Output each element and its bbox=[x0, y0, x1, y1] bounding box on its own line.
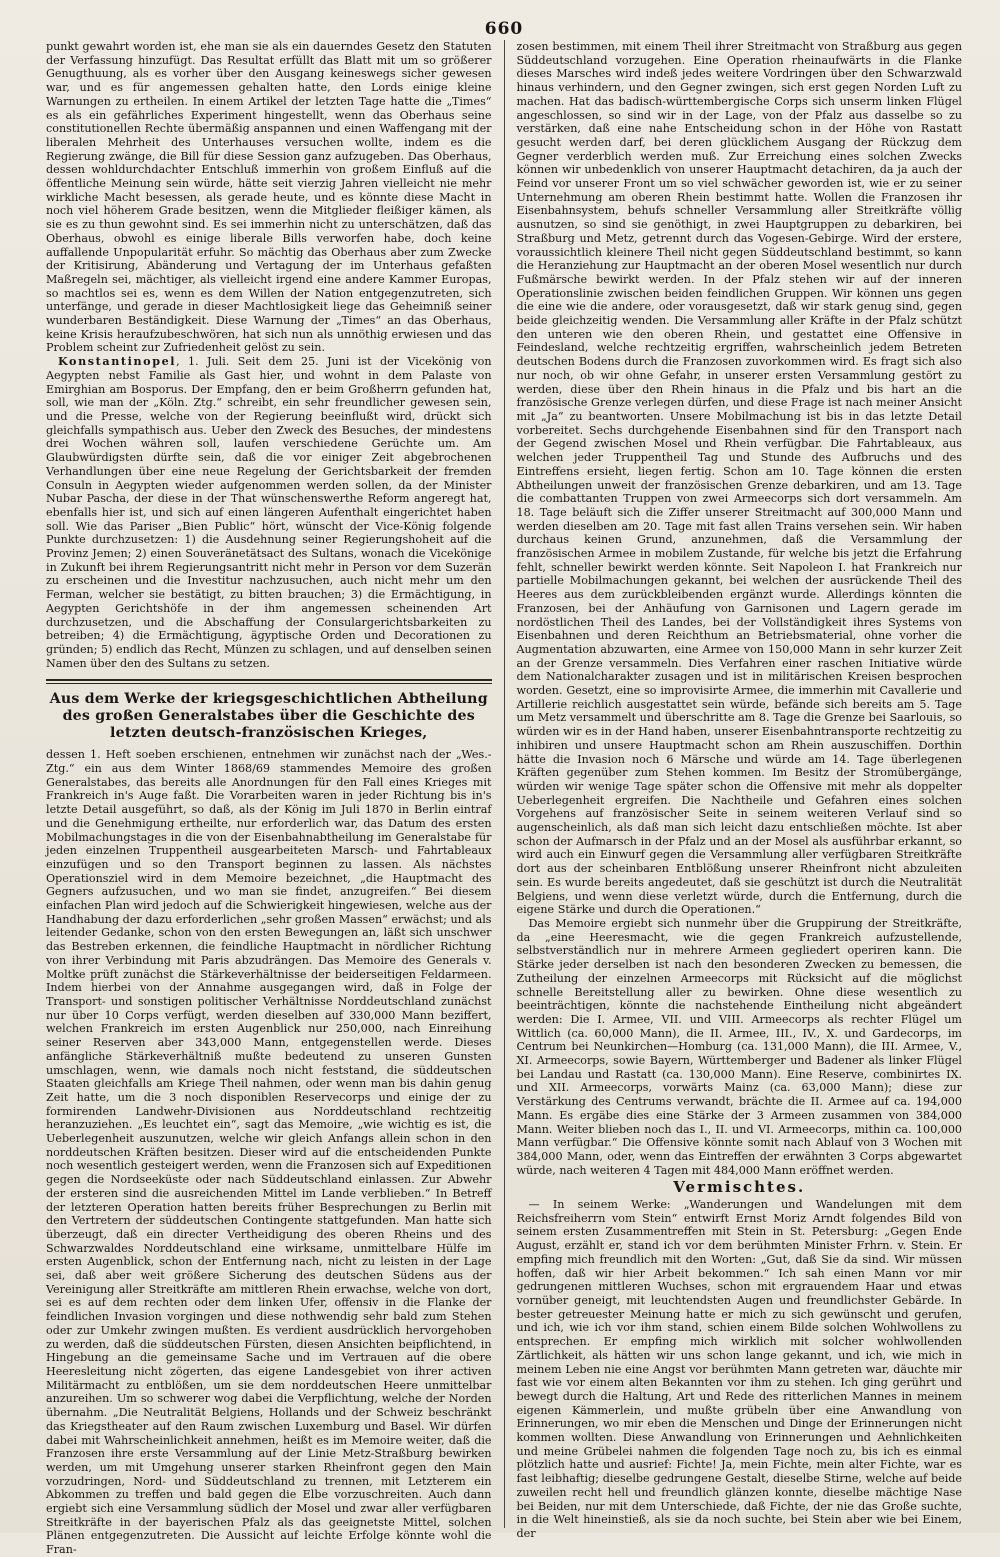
arndt-stein-paragraph: — In seinem Werke: „Wanderungen und Wandelungen mit dem Reichsfreiherrn vom Stein“ entwirft Ernst Moriz Arndt folgendes Bild von seinem ersten Zusammentreffen mit Stein in St. Petersburg: „Gegen Ende August, erzählt er, stand ich vor dem berühmten Minister Frhrn. v. Stein. Er empfing mich freundlich mit den Worten: „Gut, daß Sie da sind. Wir müssen hoffen, daß wir hier Arbeit bekommen.“ Ich sah einen Mann vor mir gedrungenen mittleren Wuchses, schon mit ergrauendem Haar und etwas vornüber geneigt, mit leuchtendsten Augen und freundlichster Gebärde. In bester getreuester Meinung hatte er mich zu sich gewünscht und gerufen, und ich, wie ich vor ihm stand, schien einem Bilde solchen Wohlwollens zu entsprechen. Er empfing mich wirklich mit solcher wohlwollenden Zärtlichkeit, als hätten wir uns schon lange gekannt, und ich, wie mich in meinem Leben nie eine Angst vor berühmten Mann getreten war, däuchte mir fast wie vor einem alten Bekannten vor ihm zu stehen. Ich ging gerührt und bewegt durch die Haltung, Art und Rede des ritterlichen Mannes in meinem eigenen Kämmerlein, und mußte grübeln über eine Anwandlung von Erinnerungen, wo mir eben die Menschen und Dinge der Erinnerungen nicht kommen wollten. Diese Anwandlung von Erinnerungen und Aehnlichkeiten und meine Grübelei nahmen die folgenden Tage noch zu, bis ich es einmal plötzlich hatte und ausrief: Fichte! Ja, mein Fichte, mein alter Fichte, war es fast leibhaftig; dieselbe gedrungene Gestalt, dieselbe Stirne, welche auf beide zuweilen recht hell und freundlich glänzen konnte, dieselbe mächtige Nase bei Beiden, nur mit dem Unterschiede, daß Fichte, der nie das Große suchte, in die Welt hineinstieß, als sie da noch suchte, bei Stein aber wie bei Einem, der bbox=[516, 1198, 962, 1540]
article-times-paragraph: punkt gewahrt worden ist, ehe man sie als ein dauerndes Gesetz den Statuten der Verfassung hinzufügt. Das Resultat erfüllt das Blatt mit um so größerer Genugthuung, als es vorher über den Ausgang keineswegs sicher gewesen war, und es für angemessen gehalten hatte, den Lords einige kleine Warnungen zu ertheilen. In einem Artikel der letzten Tage hatte die „Times“ es als ein gefährliches Experiment hingestellt, wenn das Oberhaus seine constitutionellen Rechte übermäßig anspannen und einen Waffengang mit der liberalen Mehrheit des Unterhauses versuchen wollte, indem es die Regierung zwänge, die Bill für diese Session ganz aufzugeben. Das Oberhaus, dessen wohldurchdachter Entschluß immerhin von großem Einfluß auf die öffentliche Meinung sein würde, hätte seit vierzig Jahren vielleicht nie mehr wirkliche Macht besessen, als gerade heute, und es könnte diese Macht in noch viel höherem Grade besitzen, wenn die Mitglieder fleißiger kämen, als sie es zu thun gewohnt sind. Es sei immerhin nicht zu unterschätzen, daß das Oberhaus, obwohl es einige liberale Bills verworfen habe, doch keine auffallende Unpopularität erfuhr. So mächtig das Oberhaus aber zum Zwecke der Kritisirung, Abänderung und Vertagung der im Unterhaus gefaßten Maßregeln sei, mächtiger, als vielleicht irgend eine andere Kammer Europas, so machtlos sei es, wenn es dem Willen der Nation entgegenzutreten, sich unterfänge, und gerade in dieser Machtlosigkeit liege das Geheimniß seiner wunderbaren Beständigkeit. Diese Warnung der „Times“ an das Oberhaus, keine Krisis heraufzubeschwören, hat sich nun als unnöthig erwiesen und das Problem scheint zur Zufriedenheit gelöst zu sein. bbox=[46, 40, 492, 355]
dateline-place: Konstantinopel bbox=[58, 355, 177, 369]
page-number: 660 bbox=[484, 19, 524, 39]
generalstab-headline: Aus dem Werke der kriegsgeschichtlichen Abtheilung des großen Generalstabes über die Geschichte des letzten deutsch-französischen Krieges, bbox=[49, 691, 488, 742]
generalstab-grouping-paragraph: Das Memoire ergiebt sich nunmehr über die Gruppirung der Streitkräfte, da „eine Heeresmacht, wie die gegen Frankreich aufzustellende, selbstverständlich nur in mehrere Armeen gegliedert operiren kann. Die Stärke jeder derselben ist nach den besonderen Zwecken zu bemessen, die Zutheilung der einzelnen Armeecorps mit Rücksicht auf die möglichst schnelle Bereitstellung aller zu bewirken. Ohne diese wesentlich zu beeinträchtigen, könnte die nachstehende Eintheilung nicht abgeändert werden: Die I. Armee, VII. und VIII. Armeecorps als rechter Flügel um Wittlich (ca. 60,000 Mann), die II. Armee, III., IV., X. und Gardecorps, im Centrum bei Neunkirchen—Homburg (ca. 131,000 Mann), die III. Armee, V., XI. Armeecorps, sowie Bayern, Württemberger und Badener als linker Flügel bei Landau und Rastatt (ca. 130,000 Mann). Eine Reserve, combinirtes IX. und XII. Armeecorps, vorwärts Mainz (ca. 63,000 Mann); diese zur Verstärkung des Centrums verwandt, brächte die II. Armee auf ca. 194,000 Mann. Es ergäbe dies eine Stärke der 3 Armeen zusammen von 384,000 Mann. Weiter blieben noch das I., II. und VI. Armeecorps, mithin ca. 100,000 Mann verfügbar.“ Die Offensive könnte somit nach Ablauf von 3 Wochen mit 384,000 Mann, oder, wenn das Eintreffen der erwähnten 3 Corps abgewartet würde, nach weiteren 4 Tagen mit 484,000 Mann eröffnet werden. bbox=[516, 917, 962, 1177]
dateline-date: , 1. Juli. bbox=[176, 355, 230, 369]
left-column bbox=[46, 40, 504, 1557]
section-divider bbox=[46, 679, 492, 684]
right-column bbox=[504, 40, 963, 1540]
article-konstantinopel bbox=[46, 355, 492, 670]
generalstab-paragraph: dessen 1. Heft soeben erschienen, entnehmen wir zunächst nach der „Wes.-Ztg.“ ein aus dem Winter 1868/69 stammendes Memoire des großen Generalstabes, das bereits alle Anordnungen für den Fall eines Krieges mit Frankreich in's Auge faßt. Die Vorarbeiten waren in jeder Richtung bis in's letzte Detail ausgeführt, so daß, als der König im Juli 1870 in Berlin eintraf und die Genehmigung ertheilte, nur erforderlich war, das Datum des ersten Mobilmachungstages in die von der Eisenbahnabtheilung im Generalstabe für jeden einzelnen Truppentheil ausgearbeiteten Marsch- und Fahrtableaux einzufügen und so den Transport beginnen zu lassen. Als nächstes Operationsziel wird in dem Memoire bezeichnet, „die Hauptmacht des Gegners aufzusuchen, und wo man sie findet, anzugreifen.“ Bei diesem einfachen Plan wird jedoch auf die Schwierigkeit hingewiesen, welche aus der Handhabung der dazu erforderlichen „sehr großen Massen“ erwächst; und als leitender Gedanke, schon von den ersten Bewegungen an, läßt sich unschwer das Bestreben erkennen, die feindliche Hauptmacht in nördlicher Richtung von ihrer Verbindung mit Paris abzudrängen. Das Memoire des Generals v. Moltke prüft zunächst die Stärkeverhältnisse der beiderseitigen Feldarmeen. Indem hierbei von der Annahme ausgegangen wird, daß in Folge der Transport- und sonstigen politischer Verhältnisse Norddeutschland zunächst nur über 10 Corps verfügt, werden dieselben auf 330,000 Mann beziffert, welchen Frankreich im ersten Augenblick nur 250,000, nach Einreihung seiner Reserven aber 343,000 Mann, entgegenstellen werde. Dieses anfängliche Stärkeverhältniß mußte bedeutend zu unseren Gunsten umschlagen, wenn, wie damals noch nicht feststand, die süddeutschen Staaten gleichfalls am Kriege Theil nahmen, oder wenn man bis dahin genug Zeit hatte, um die 3 noch disponiblen Reservecorps und einige der zu formirenden Landwehr-Divisionen aus Norddeutschland rechtzeitig heranzuziehen. „Es leuchtet ein“, sagt das Memoire, „wie wichtig es ist, die Ueberlegenheit auszunutzen, welche wir gleich Anfangs allein schon in den norddeutschen Kräften besitzen. Dieser wird auf die entscheidenden Punkte noch wesentlich gesteigert werden, wenn die Franzosen sich auf Expeditionen gegen die Nordseeküste oder nach Süddeutschland einlassen. Zur Abwehr der ersteren sind die ausreichenden Mittel im Lande verblieben.“ In Betreff der letzteren Operation hatten bereits früher Besprechungen zu Berlin mit den Vertretern der süddeutschen Contingente stattgefunden. Man hatte sich überzeugt, daß ein directer Vertheidigung des oberen Rheins und des Schwarzwaldes Norddeutschland eine wirksame, unmittelbare Hülfe im ersten Augenblick, schon der Entfernung nach, nicht zu leisten in der Lage sei, daß aber weit größere Sicherung des deutschen Südens aus der Vereinigung aller Streitkräfte am mittleren Rhein erwachse, welche von dort, sei es auf dem rechten oder dem linken Ufer, offensiv in die Flanke der feindlichen Invasion vorgingen und diese nothwendig sehr bald zum Stehen oder zur Umkehr zwingen mußten. Es verdient ausdrücklich hervorgehoben zu werden, daß die süddeutschen Fürsten, diesen Ansichten beipflichtend, in Hingebung an die gemeinsame Sache und im Vertrauen auf die obere Heeresleitung nicht zögerten, das eigene Landesgebiet von ihrer activen Militärmacht zu entblößen, um sie dem norddeutschen Heere unmittelbar anzureihen. Um so schwerer wog dabei die Verpflichtung, welche der Norden übernahm. „Die Neutralität Belgiens, Hollands und der Schweiz beschränkt das Kriegstheater auf den Raum zwischen Luxemburg und Basel. Wir dürfen dabei mit Wahrscheinlichkeit annehmen, heißt es im Memoire weiter, daß die Franzosen ihre erste Versammlung auf der Linie Metz-Straßburg bewirken werden, um mit Umgehung unserer starken Rheinfront gegen den Main vorzudringen, Nord- und Süddeutschland zu trennen, mit Letzterem ein Abkommen zu treffen und bald gegen die Elbe vorzuschreiten. Auch dann ergiebt sich eine Versammlung südlich der Mosel und zwar aller verfügbaren Streitkräfte in der bayerischen Pfalz als das geeignetste Mittel, solchen Plänen entgegenzutreten. Die Aussicht auf leichte Erfolge könnte wohl die Fran- bbox=[46, 748, 492, 1557]
columns bbox=[46, 40, 962, 1557]
article-konstantinopel-body: Seit dem 25. Juni ist der Vicekönig von Aegypten nebst Familie als Gast hier, und wohnt in dem Palaste von Emirghian am Bosporus. Der Empfang, den er beim Großherrn gefunden hat, soll, wie man der „Köln. Ztg.“ schreibt, ein sehr freundlicher gewesen sein, und die Presse, welche von der Regierung beeinflußt wird, drückt sich gleichfalls sympathisch aus. Ueber den Zweck des Besuches, der mindestens drei Wochen währen soll, laufen verschiedene Gerüchte um. Am Glaubwürdigsten dürfte sein, daß die vor einiger Zeit abgebrochenen Verhandlungen über eine neue Regelung der Gerichtsbarkeit der fremden Consuln in Aegypten wieder aufgenommen werden sollen, da der Minister Nubar Pascha, der diese in der That wünschenswerthe Reform angeregt hat, ebenfalls hier ist, und sich auf einen längeren Aufenthalt eingerichtet haben soll. Wie das Pariser „Bien Public“ hört, wünscht der Vice-König folgende Punkte durchzusetzen: 1) die Ausdehnung seiner Regierungshoheit auf die Provinz Jemen; 2) einen Souveränetätsact des Sultans, wonach die Vicekönige in Zukunft bei ihrem Regierungsantritt nicht mehr in Person vor dem Suzerän zu erscheinen und die Investitur nachzusuchen, auch nicht mehr um den Ferman, welcher sie bestätigt, zu bitten brauchen; 3) die Ermächtigung, in Aegypten Gerichtshöfe in der ihm angemessen scheinenden Art durchzusetzen, und die Abschaffung der Consulargerichtsbarkeiten zu betreiben; 4) die Ermächtigung, ägyptische Orden und Decorationen zu gründen; 5) endlich das Recht, Münzen zu schlagen, und auf denselben seinen Namen über den des Sultans zu setzen. bbox=[46, 355, 492, 670]
section-title-vermischtes: Vermischtes. bbox=[673, 1178, 806, 1197]
generalstab-continued-paragraph: zosen bestimmen, mit einem Theil ihrer Streitmacht von Straßburg aus gegen Süddeutschland vorzugehen. Eine Operation rheinaufwärts in die Flanke dieses Marsches wird indeß jedes weitere Vordringen über den Schwarzwald hinaus verhindern, und den Gegner zwingen, sich erst gegen Norden Luft zu machen. Hat das badisch-württembergische Corps sich unserm linken Flügel angeschlossen, so sind wir in der Lage, von der Pfalz aus dasselbe so zu verstärken, daß eine nahe Entscheidung schon in der Höhe von Rastatt gesucht werden darf, bei deren glücklichem Ausgang der Rückzug dem Gegner verderblich werden muß. Zur Erreichung eines solchen Zwecks können wir unbedenklich von unserer Hauptmacht detachiren, da ja auch der Feind vor unserer Front um so viel schwächer geworden ist, wie er zu seiner Unternehmung am oberen Rhein bestimmt hatte. Wollen die Franzosen ihr Eisenbahnsystem, behufs schneller Versammlung aller Streitkräfte völlig ausnutzen, so sind sie genöthigt, in zwei Hauptgruppen zu debarkiren, bei Straßburg und Metz, getrennt durch das Vogesen-Gebirge. Wird der erstere, voraussichtlich kleinere Theil nicht gegen Süddeutschland bestimmt, so kann die Heranziehung zur Hauptmacht an der oberen Mosel wesentlich nur durch Fußmärsche bewirkt werden. In der Pfalz stehen wir auf der inneren Operationslinie zwischen beiden feindlichen Gruppen. Wir können uns gegen die eine wie die andere, oder vorausgesetzt, daß wir stark genug sind, gegen beide gleichzeitig wenden. Die Versammlung aller Kräfte in der Pfalz schützt den unteren wie den oberen Rhein, und gestattet eine Offensive in Feindesland, welche rechtzeitig ergriffen, wahrscheinlich jedem Betreten deutschen Bodens durch die Franzosen zuvorkommen wird. Es fragt sich also nur noch, ob wir ohne Gefahr, in unserer ersten Versammlung gestört zu werden, diese über den Rhein hinaus in die Pfalz und bis hart an die französische Grenze verlegen dürfen, und diese Frage ist nach meiner Ansicht mit „Ja“ zu beantworten. Unsere Mobilmachung ist bis in das letzte Detail vorbereitet. Sechs durchgehende Eisenbahnen sind für den Transport nach der Gegend zwischen Mosel und Rhein verfügbar. Die Fahrtableaux, aus welchen jeder Truppentheil Tag und Stunde des Aufbruchs und des Eintreffens ersieht, liegen fertig. Schon am 10. Tage können die ersten Abtheilungen unweit der französischen Grenze debarkiren, und am 13. Tage die combattanten Truppen von zwei Armeecorps sich dort versammeln. Am 18. Tage beläuft sich die Ziffer unserer Streitmacht auf 300,000 Mann und werden dieselben am 20. Tage mit fast allen Trains versehen sein. Wir haben durchaus keinen Grund, anzunehmen, daß die Versammlung der französischen Armee in mobilem Zustande, für welche bis jetzt die Erfahrung fehlt, schneller bewirkt werden könnte. Seit Napoleon I. hat Frankreich nur partielle Mobilmachungen gekannt, bei welchen der ausrückende Theil des Heeres aus dem zurückbleibenden ergänzt wurde. Allerdings könnten die Franzosen, bei der Anhäufung von Garnisonen und Lagern gerade im nordöstlichen Theil des Landes, bei der Vollständigkeit ihres Systems von Eisenbahnen und deren Reichthum an Betriebsmaterial, ohne vorher die Augmentation abzuwarten, eine Armee von 150,000 Mann in sehr kurzer Zeit an der Grenze versammeln. Dies Verfahren einer raschen Initiative würde dem Nationalcharakter zusagen und ist in militärischen Kreisen besprochen worden. Gesetzt, eine so improvisirte Armee, die immerhin mit Cavallerie und Artillerie reichlich ausgestattet sein würde, befände sich bereits am 5. Tage um Metz versammelt und überschritte am 8. Tage die Grenze bei Saarlouis, so würden wir es in der Hand haben, unserer Eisenbahntransporte rechtzeitig zu inhibiren und unsere Hauptmacht schon am Rhein auszuschiffen. Dorthin hätte die Invasion noch 6 Märsche und würde am 14. Tage überlegenen Kräften gegenüber zum Stehen kommen. Im Besitz der Stromübergänge, würden wir wenige Tage später schon die Offensive mit mehr als doppelter Ueberlegenheit ergreifen. Die Nachtheile und Gefahren eines solchen Vorgehens auf französischer Seite in seinem weiteren Verlauf sind so augenscheinlich, als daß man sich leicht dazu entschließen möchte. Ist aber schon der Aufmarsch in der Pfalz und an der Mosel als ausführbar erkannt, so wird auch ein Einwurf gegen die Versammlung aller verfügbaren Streitkräfte dort aus der scheinbaren Entblößung unserer Rheinfront nicht abzuleiten sein. Es wurde bereits angedeutet, daß sie geschützt ist durch die Neutralität Belgiens, und wenn diese verletzt würde, durch die Entfernung, durch die eigene Stärke und durch die Operationen.“ bbox=[516, 40, 962, 917]
